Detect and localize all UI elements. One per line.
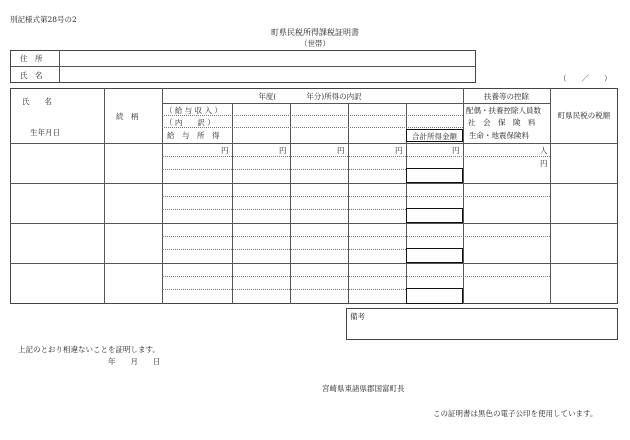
- certification-date: 年 月 日: [108, 357, 161, 366]
- page-title: 町県民税所得課税証明書: [271, 28, 359, 37]
- date-marks: （ ／ ）: [559, 74, 612, 83]
- unit-yen: 円: [540, 159, 548, 168]
- col-dob-header: 生年月日: [30, 128, 60, 137]
- total-income-box-3: [406, 248, 463, 263]
- deduction-dependents: 配偶・扶養控除人員数: [466, 106, 541, 115]
- tax-amount-header: 町県民税の税額: [557, 111, 611, 120]
- total-income-box-1: [406, 168, 463, 183]
- total-income-header: 合計所得金額: [412, 132, 457, 141]
- footer-note: この証明書は黒色の電子公印を使用しています。: [433, 409, 598, 418]
- unit-yen: 円: [452, 146, 460, 155]
- address-label: 住 所: [20, 54, 43, 63]
- certification-text: 上記のとおり相違ないことを証明します。: [18, 345, 160, 354]
- unit-person: 人: [540, 146, 548, 155]
- unit-yen: 円: [395, 146, 403, 155]
- deduction-header: 扶養等の控除: [484, 92, 529, 101]
- col-name-header: 氏 名: [22, 97, 52, 106]
- page-subtitle: （世帯）: [300, 39, 330, 48]
- total-income-box-2: [406, 208, 463, 223]
- name-label: 氏 名: [20, 71, 43, 80]
- row-breakdown: （ 内 訳 ）: [165, 118, 215, 127]
- unit-yen: 円: [221, 146, 229, 155]
- deduction-social-insurance: 社 会 保 険 料: [468, 118, 536, 127]
- unit-yen: 円: [279, 146, 287, 155]
- row-salary-income: （ 給 与 収 入 ）: [165, 106, 222, 115]
- issuer: 宮崎県東諸県郡国富町長: [322, 384, 405, 393]
- deduction-life-insurance: 生命・地震保険料: [469, 131, 529, 140]
- row-salary-income-amount: 給 与 所 得: [167, 131, 220, 140]
- total-income-box-4: [406, 288, 463, 304]
- income-breakdown-header: 年度( 年分)所得の内訳: [258, 92, 362, 101]
- col-relation-header: 続 柄: [116, 112, 139, 121]
- form-code: 別記様式第28号の2: [10, 15, 77, 24]
- remarks-label: 備考: [350, 312, 365, 321]
- unit-yen: 円: [337, 146, 345, 155]
- remarks-box: [346, 308, 618, 340]
